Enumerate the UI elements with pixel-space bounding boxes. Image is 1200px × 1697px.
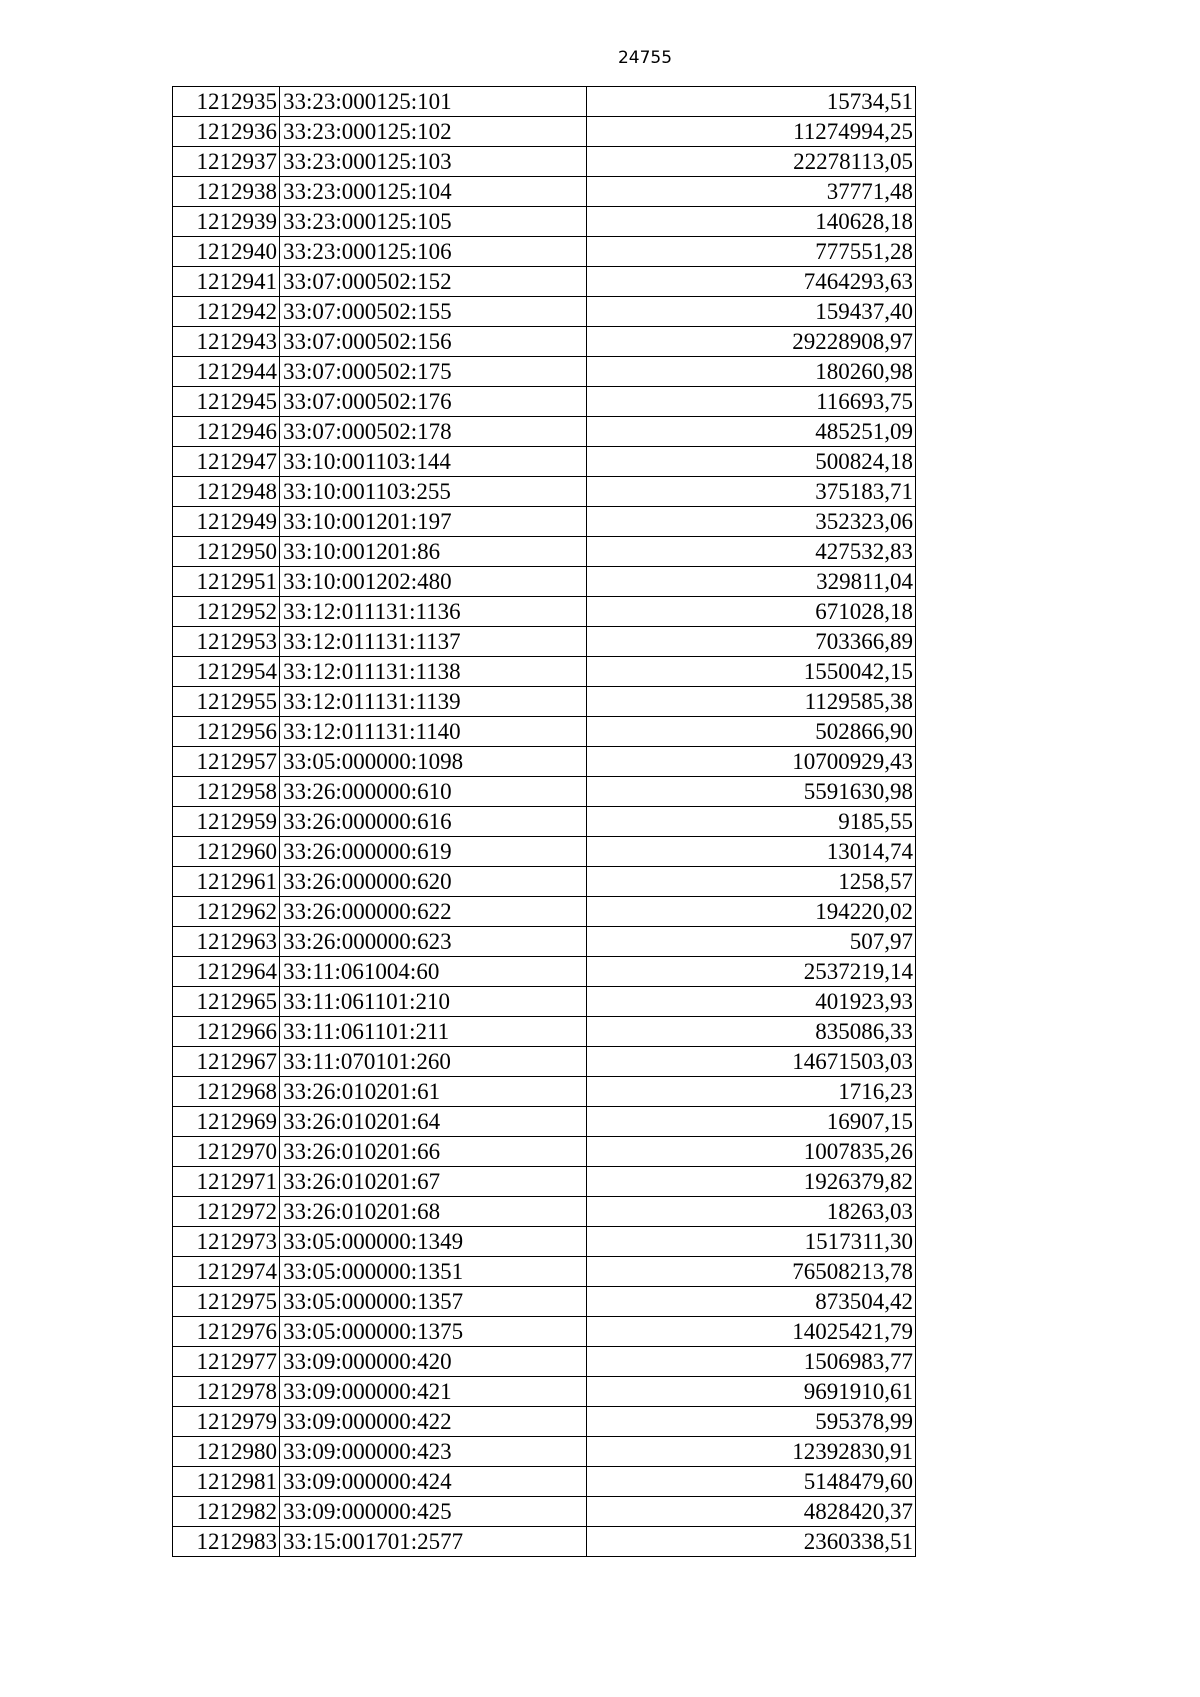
row-id-cell: 1212962 xyxy=(173,897,280,927)
cadastral-number-cell: 33:05:000000:1351 xyxy=(280,1257,587,1287)
row-id-cell: 1212978 xyxy=(173,1377,280,1407)
row-id-cell: 1212964 xyxy=(173,957,280,987)
cadastral-value-cell: 1258,57 xyxy=(587,867,916,897)
row-id-cell: 1212954 xyxy=(173,657,280,687)
cadastral-value-cell: 9185,55 xyxy=(587,807,916,837)
cadastral-number-cell: 33:09:000000:420 xyxy=(280,1347,587,1377)
cadastral-number-cell: 33:07:000502:176 xyxy=(280,387,587,417)
table-row xyxy=(173,537,916,567)
cadastral-value-cell: 10700929,43 xyxy=(587,747,916,777)
cadastral-number-cell: 33:11:061004:60 xyxy=(280,957,587,987)
cadastral-number-cell: 33:05:000000:1098 xyxy=(280,747,587,777)
row-id-cell: 1212981 xyxy=(173,1467,280,1497)
cadastral-number-cell: 33:10:001201:86 xyxy=(280,537,587,567)
table-row xyxy=(173,207,916,237)
cadastral-number-cell: 33:23:000125:101 xyxy=(280,87,587,117)
table-row xyxy=(173,777,916,807)
cadastral-value-cell: 329811,04 xyxy=(587,567,916,597)
table-row xyxy=(173,1167,916,1197)
cadastral-value-cell: 9691910,61 xyxy=(587,1377,916,1407)
table-row xyxy=(173,1107,916,1137)
table-row xyxy=(173,1017,916,1047)
table-row xyxy=(173,387,916,417)
row-id-cell: 1212951 xyxy=(173,567,280,597)
table-row xyxy=(173,687,916,717)
cadastral-number-cell: 33:09:000000:425 xyxy=(280,1497,587,1527)
cadastral-value-cell: 18263,03 xyxy=(587,1197,916,1227)
cadastral-value-cell: 1129585,38 xyxy=(587,687,916,717)
cadastral-number-cell: 33:12:011131:1136 xyxy=(280,597,587,627)
cadastral-number-cell: 33:23:000125:105 xyxy=(280,207,587,237)
cadastral-value-cell: 873504,42 xyxy=(587,1287,916,1317)
table-row xyxy=(173,627,916,657)
cadastral-number-cell: 33:12:011131:1140 xyxy=(280,717,587,747)
cadastral-value-cell: 16907,15 xyxy=(587,1107,916,1137)
table-row xyxy=(173,837,916,867)
row-id-cell: 1212969 xyxy=(173,1107,280,1137)
cadastral-number-cell: 33:23:000125:103 xyxy=(280,147,587,177)
table-row xyxy=(173,237,916,267)
cadastral-value-cell: 194220,02 xyxy=(587,897,916,927)
cadastral-number-cell: 33:12:011131:1139 xyxy=(280,687,587,717)
row-id-cell: 1212944 xyxy=(173,357,280,387)
row-id-cell: 1212983 xyxy=(173,1527,280,1557)
row-id-cell: 1212942 xyxy=(173,297,280,327)
row-id-cell: 1212950 xyxy=(173,537,280,567)
row-id-cell: 1212975 xyxy=(173,1287,280,1317)
cadastral-number-cell: 33:26:000000:622 xyxy=(280,897,587,927)
cadastral-value-cell: 13014,74 xyxy=(587,837,916,867)
row-id-cell: 1212959 xyxy=(173,807,280,837)
table-row xyxy=(173,117,916,147)
cadastral-number-cell: 33:12:011131:1137 xyxy=(280,627,587,657)
table-row xyxy=(173,597,916,627)
row-id-cell: 1212960 xyxy=(173,837,280,867)
cadastral-value-table xyxy=(172,86,916,1557)
table-row xyxy=(173,1377,916,1407)
cadastral-value-cell: 29228908,97 xyxy=(587,327,916,357)
table-row xyxy=(173,1137,916,1167)
cadastral-number-cell: 33:23:000125:102 xyxy=(280,117,587,147)
cadastral-number-cell: 33:10:001202:480 xyxy=(280,567,587,597)
cadastral-number-cell: 33:07:000502:155 xyxy=(280,297,587,327)
row-id-cell: 1212936 xyxy=(173,117,280,147)
row-id-cell: 1212961 xyxy=(173,867,280,897)
table-row xyxy=(173,507,916,537)
cadastral-value-cell: 14671503,03 xyxy=(587,1047,916,1077)
table-row xyxy=(173,747,916,777)
cadastral-value-cell: 7464293,63 xyxy=(587,267,916,297)
table-row xyxy=(173,1077,916,1107)
row-id-cell: 1212935 xyxy=(173,87,280,117)
cadastral-number-cell: 33:12:011131:1138 xyxy=(280,657,587,687)
cadastral-value-cell: 1550042,15 xyxy=(587,657,916,687)
cadastral-number-cell: 33:26:010201:61 xyxy=(280,1077,587,1107)
cadastral-value-cell: 76508213,78 xyxy=(587,1257,916,1287)
cadastral-number-cell: 33:15:001701:2577 xyxy=(280,1527,587,1557)
row-id-cell: 1212953 xyxy=(173,627,280,657)
cadastral-value-cell: 1716,23 xyxy=(587,1077,916,1107)
row-id-cell: 1212980 xyxy=(173,1437,280,1467)
table-row xyxy=(173,1467,916,1497)
table-row xyxy=(173,867,916,897)
table-row xyxy=(173,417,916,447)
cadastral-number-cell: 33:10:001103:255 xyxy=(280,477,587,507)
cadastral-number-cell: 33:07:000502:152 xyxy=(280,267,587,297)
table-row xyxy=(173,1287,916,1317)
row-id-cell: 1212979 xyxy=(173,1407,280,1437)
table-row xyxy=(173,1527,916,1557)
table-row xyxy=(173,927,916,957)
row-id-cell: 1212937 xyxy=(173,147,280,177)
table-row xyxy=(173,1047,916,1077)
row-id-cell: 1212971 xyxy=(173,1167,280,1197)
table-body xyxy=(173,87,916,1557)
table-row xyxy=(173,1407,916,1437)
cadastral-number-cell: 33:09:000000:422 xyxy=(280,1407,587,1437)
cadastral-value-cell: 500824,18 xyxy=(587,447,916,477)
cadastral-value-cell: 703366,89 xyxy=(587,627,916,657)
row-id-cell: 1212967 xyxy=(173,1047,280,1077)
cadastral-number-cell: 33:26:010201:66 xyxy=(280,1137,587,1167)
cadastral-number-cell: 33:11:061101:210 xyxy=(280,987,587,1017)
row-id-cell: 1212956 xyxy=(173,717,280,747)
row-id-cell: 1212957 xyxy=(173,747,280,777)
cadastral-number-cell: 33:23:000125:106 xyxy=(280,237,587,267)
row-id-cell: 1212982 xyxy=(173,1497,280,1527)
row-id-cell: 1212949 xyxy=(173,507,280,537)
row-id-cell: 1212965 xyxy=(173,987,280,1017)
cadastral-number-cell: 33:23:000125:104 xyxy=(280,177,587,207)
cadastral-value-cell: 2360338,51 xyxy=(587,1527,916,1557)
cadastral-number-cell: 33:09:000000:421 xyxy=(280,1377,587,1407)
table-row xyxy=(173,297,916,327)
cadastral-number-cell: 33:10:001201:197 xyxy=(280,507,587,537)
cadastral-number-cell: 33:07:000502:175 xyxy=(280,357,587,387)
cadastral-value-cell: 777551,28 xyxy=(587,237,916,267)
row-id-cell: 1212938 xyxy=(173,177,280,207)
cadastral-number-cell: 33:26:010201:67 xyxy=(280,1167,587,1197)
row-id-cell: 1212958 xyxy=(173,777,280,807)
cadastral-number-cell: 33:10:001103:144 xyxy=(280,447,587,477)
cadastral-value-cell: 1926379,82 xyxy=(587,1167,916,1197)
cadastral-value-cell: 502866,90 xyxy=(587,717,916,747)
table-row xyxy=(173,1197,916,1227)
row-id-cell: 1212948 xyxy=(173,477,280,507)
cadastral-value-cell: 2537219,14 xyxy=(587,957,916,987)
cadastral-number-cell: 33:05:000000:1357 xyxy=(280,1287,587,1317)
table-row xyxy=(173,987,916,1017)
row-id-cell: 1212945 xyxy=(173,387,280,417)
table-row xyxy=(173,897,916,927)
row-id-cell: 1212963 xyxy=(173,927,280,957)
table-row xyxy=(173,477,916,507)
cadastral-value-cell: 180260,98 xyxy=(587,357,916,387)
table-row xyxy=(173,1437,916,1467)
table-row xyxy=(173,267,916,297)
row-id-cell: 1212952 xyxy=(173,597,280,627)
row-id-cell: 1212939 xyxy=(173,207,280,237)
cadastral-value-cell: 835086,33 xyxy=(587,1017,916,1047)
cadastral-value-cell: 507,97 xyxy=(587,927,916,957)
cadastral-number-cell: 33:09:000000:423 xyxy=(280,1437,587,1467)
cadastral-value-cell: 375183,71 xyxy=(587,477,916,507)
cadastral-value-cell: 116693,75 xyxy=(587,387,916,417)
cadastral-value-cell: 427532,83 xyxy=(587,537,916,567)
table-row xyxy=(173,567,916,597)
row-id-cell: 1212941 xyxy=(173,267,280,297)
cadastral-value-cell: 11274994,25 xyxy=(587,117,916,147)
cadastral-value-cell: 1517311,30 xyxy=(587,1227,916,1257)
row-id-cell: 1212976 xyxy=(173,1317,280,1347)
row-id-cell: 1212972 xyxy=(173,1197,280,1227)
row-id-cell: 1212955 xyxy=(173,687,280,717)
cadastral-value-cell: 671028,18 xyxy=(587,597,916,627)
cadastral-value-cell: 352323,06 xyxy=(587,507,916,537)
table-row xyxy=(173,177,916,207)
cadastral-number-cell: 33:05:000000:1375 xyxy=(280,1317,587,1347)
cadastral-value-cell: 401923,93 xyxy=(587,987,916,1017)
cadastral-value-cell: 5148479,60 xyxy=(587,1467,916,1497)
cadastral-number-cell: 33:26:000000:623 xyxy=(280,927,587,957)
table-row xyxy=(173,957,916,987)
cadastral-number-cell: 33:26:000000:616 xyxy=(280,807,587,837)
table-row xyxy=(173,447,916,477)
cadastral-value-cell: 4828420,37 xyxy=(587,1497,916,1527)
cadastral-number-cell: 33:26:010201:64 xyxy=(280,1107,587,1137)
row-id-cell: 1212973 xyxy=(173,1227,280,1257)
cadastral-value-cell: 159437,40 xyxy=(587,297,916,327)
cadastral-value-cell: 37771,48 xyxy=(587,177,916,207)
cadastral-number-cell: 33:11:070101:260 xyxy=(280,1047,587,1077)
row-id-cell: 1212946 xyxy=(173,417,280,447)
table-row xyxy=(173,87,916,117)
table-row xyxy=(173,1227,916,1257)
table-row xyxy=(173,1257,916,1287)
row-id-cell: 1212966 xyxy=(173,1017,280,1047)
table-row xyxy=(173,807,916,837)
table-row xyxy=(173,147,916,177)
cadastral-number-cell: 33:26:000000:619 xyxy=(280,837,587,867)
cadastral-value-cell: 1007835,26 xyxy=(587,1137,916,1167)
page-number: 24755 xyxy=(617,48,673,68)
cadastral-number-cell: 33:07:000502:156 xyxy=(280,327,587,357)
cadastral-number-cell: 33:26:010201:68 xyxy=(280,1197,587,1227)
row-id-cell: 1212940 xyxy=(173,237,280,267)
row-id-cell: 1212968 xyxy=(173,1077,280,1107)
cadastral-value-cell: 12392830,91 xyxy=(587,1437,916,1467)
cadastral-value-cell: 14025421,79 xyxy=(587,1317,916,1347)
cadastral-number-cell: 33:11:061101:211 xyxy=(280,1017,587,1047)
cadastral-value-cell: 140628,18 xyxy=(587,207,916,237)
cadastral-number-cell: 33:26:000000:610 xyxy=(280,777,587,807)
row-id-cell: 1212943 xyxy=(173,327,280,357)
cadastral-value-cell: 22278113,05 xyxy=(587,147,916,177)
cadastral-value-cell: 15734,51 xyxy=(587,87,916,117)
table-row xyxy=(173,1497,916,1527)
cadastral-number-cell: 33:09:000000:424 xyxy=(280,1467,587,1497)
table-row xyxy=(173,1347,916,1377)
cadastral-value-cell: 485251,09 xyxy=(587,417,916,447)
table-row xyxy=(173,327,916,357)
table-row xyxy=(173,717,916,747)
table-row xyxy=(173,1317,916,1347)
table-row xyxy=(173,657,916,687)
row-id-cell: 1212947 xyxy=(173,447,280,477)
row-id-cell: 1212974 xyxy=(173,1257,280,1287)
cadastral-value-cell: 5591630,98 xyxy=(587,777,916,807)
cadastral-value-cell: 1506983,77 xyxy=(587,1347,916,1377)
row-id-cell: 1212970 xyxy=(173,1137,280,1167)
table-row xyxy=(173,357,916,387)
cadastral-number-cell: 33:07:000502:178 xyxy=(280,417,587,447)
cadastral-number-cell: 33:05:000000:1349 xyxy=(280,1227,587,1257)
cadastral-value-cell: 595378,99 xyxy=(587,1407,916,1437)
row-id-cell: 1212977 xyxy=(173,1347,280,1377)
cadastral-number-cell: 33:26:000000:620 xyxy=(280,867,587,897)
